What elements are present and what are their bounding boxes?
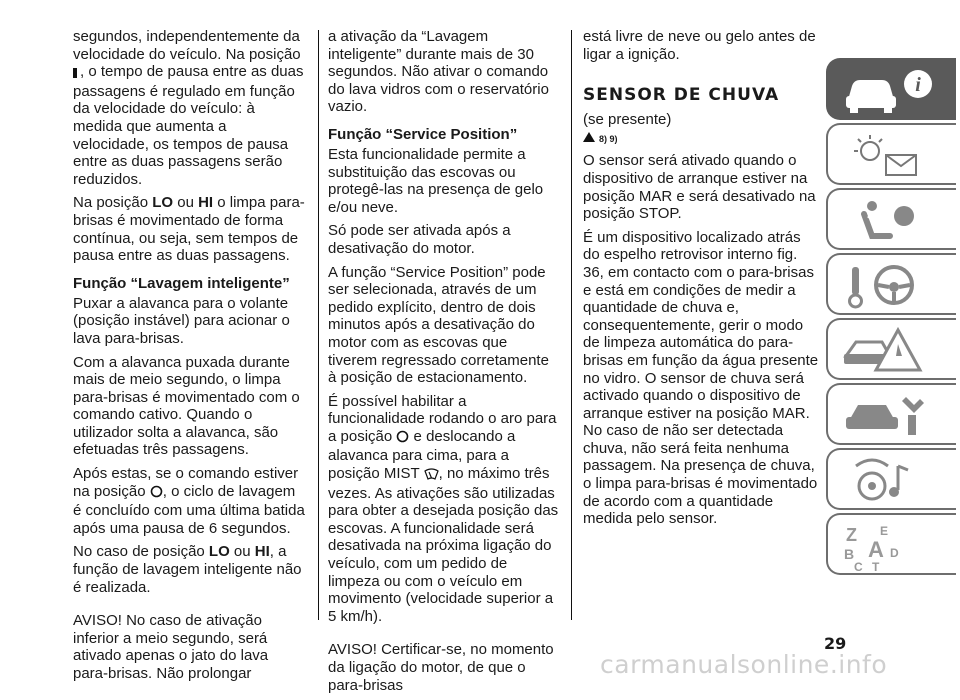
dashboard-lights-icon [842, 131, 942, 181]
paragraph: Só pode ser ativada após a desativação do motor. [328, 222, 511, 257]
tab-dashboard-lights[interactable] [826, 123, 956, 185]
column-divider [318, 30, 319, 620]
page-number: 29 [824, 634, 847, 653]
svg-text:E: E [880, 524, 889, 538]
warning-references: 8) 9) [583, 131, 819, 149]
section-heading-sensor-chuva: SENSOR DE CHUVA [583, 85, 780, 106]
warning-note: AVISO! Certificar-se, no momento da ligação do motor, de que o para-brisas [328, 641, 554, 694]
svg-text:A: A [868, 537, 884, 562]
tab-maintenance[interactable] [826, 383, 956, 445]
paragraph: Após estas, se o comando estiver na posição , o ciclo de lavagem é concluído com uma última batida após uma pausa de 6 segundos. [73, 465, 305, 537]
paragraph: O sensor será ativado quando o dispositivo de arranque estiver na posição MAR e será desativado na posição STOP. [583, 152, 816, 223]
car-info-icon [842, 66, 942, 116]
key-steering-icon [842, 261, 942, 311]
maintenance-icon [842, 391, 942, 441]
svg-text:D: D [890, 546, 899, 560]
paragraph: Puxar a alavanca para o volante (posição instável) para acionar o lava para-brisas. [73, 294, 290, 347]
paragraph: Com a alavanca puxada durante mais de meio segundo, o limpa para-brisas é movimentado com o comando cativo. Quando o utilizador solta a alavanca, são efetuadas três passagens. [73, 353, 300, 459]
paragraph: É um dispositivo localizado atrás do espelho retrovisor interno fig. 36, em contacto com o para-brisas e está em condições de medir a quantidade de chuva e, consequentemente, gerir o modo de limpeza automática do para-brisas em função da água presente no vidro. O sensor de chuva será activado quando o dispositivo de arranque estiver na posição MAR. No caso de não ser detectada chuva, não será feita nenhuma passagem. Na presença de chuva, o limpa para-brisas é movimentado de acordo com a quantidade medida pelo sensor. [583, 228, 819, 528]
wiper-off-circle-icon [396, 430, 409, 448]
tab-safety[interactable] [826, 188, 956, 250]
column-divider [571, 30, 572, 620]
tab-emergency[interactable] [826, 318, 956, 380]
svg-text:C: C [854, 560, 863, 571]
paragraph: É possível habilitar a funcionalidade rodando o aro para a posição e deslocando a alavanca para cima, para a posição MIST , no máximo três vezes. As ativações são utilizadas para obter a desejada posição das escovas. A funcionalidade será desativada na próxima ligação do veículo, com um pedido de limpeza ou com o veículo em movimento (velocidade superior a 5 km/h). [328, 392, 559, 625]
paragraph: a ativação da “Lavagem inteligente” durante mais de 30 segundos. Não ativar o comando do lava vidros com o reservatório vazio. [328, 28, 549, 116]
alphabetical-index-icon [842, 521, 942, 571]
tab-index[interactable] [826, 513, 956, 575]
paragraph: Esta funcionalidade permite a substituição das escovas ou protegê-las na presença de gelo e/ou neve. [328, 145, 544, 216]
svg-text:B: B [844, 546, 855, 562]
paragraph: A função “Service Position” pode ser selecionada, através de um pedido explícito, dentro de dois minutos após a desativação do motor com as escovas que tiverem regressado corretamente à posição de estacionamento. [328, 263, 549, 387]
text-column-3 [583, 28, 819, 534]
warning-triangle-icon [842, 326, 942, 376]
windscreen-wiper-icon [424, 467, 439, 485]
multimedia-icon [842, 456, 942, 506]
warning-note: AVISO! No caso de ativação inferior a meio segundo, será ativado apenas o jato do lava para-brisas. Não prolongar [73, 612, 269, 682]
tab-multimedia[interactable] [826, 448, 956, 510]
paragraph: segundos, independentemente da velocidade do veículo. Na posição , o tempo de pausa entre as duas passagens é regulado em função da velocidade do veículo: à medida que aumenta a velocidade, os tempos de pausa entre as duas passagens serão reduzidos. [73, 28, 304, 188]
svg-text:T: T [872, 560, 880, 571]
warning-triangle-icon [583, 131, 595, 149]
paragraph: No caso de posição LO ou HI, a função de lavagem inteligente não é realizada. [73, 543, 302, 596]
paragraph: está livre de neve ou gelo antes de ligar a ignição. [583, 28, 816, 63]
subtitle: (se presente) [583, 111, 672, 129]
watermark-footer[interactable]: carmanualsonline.info [600, 650, 888, 679]
svg-text:Z: Z [846, 525, 857, 545]
text-column-2 [328, 28, 560, 700]
intermittent-wiper-icon [73, 65, 80, 83]
tab-starting-driving[interactable] [826, 253, 956, 315]
section-heading-lavagem: Função “Lavagem inteligente” [73, 274, 290, 292]
tab-car-info[interactable] [826, 58, 956, 120]
section-heading-service-position: Função “Service Position” [328, 125, 518, 143]
wiper-off-circle-icon [150, 485, 163, 503]
text-column-1 [73, 28, 305, 689]
airbag-seat-icon [842, 196, 942, 246]
svg-text:i: i [915, 74, 921, 96]
paragraph: Na posição LO ou HI o limpa para-brisas é movimentado de forma contínua, ou seja, sem tempos de pausa entre as duas passagens. [73, 194, 305, 265]
